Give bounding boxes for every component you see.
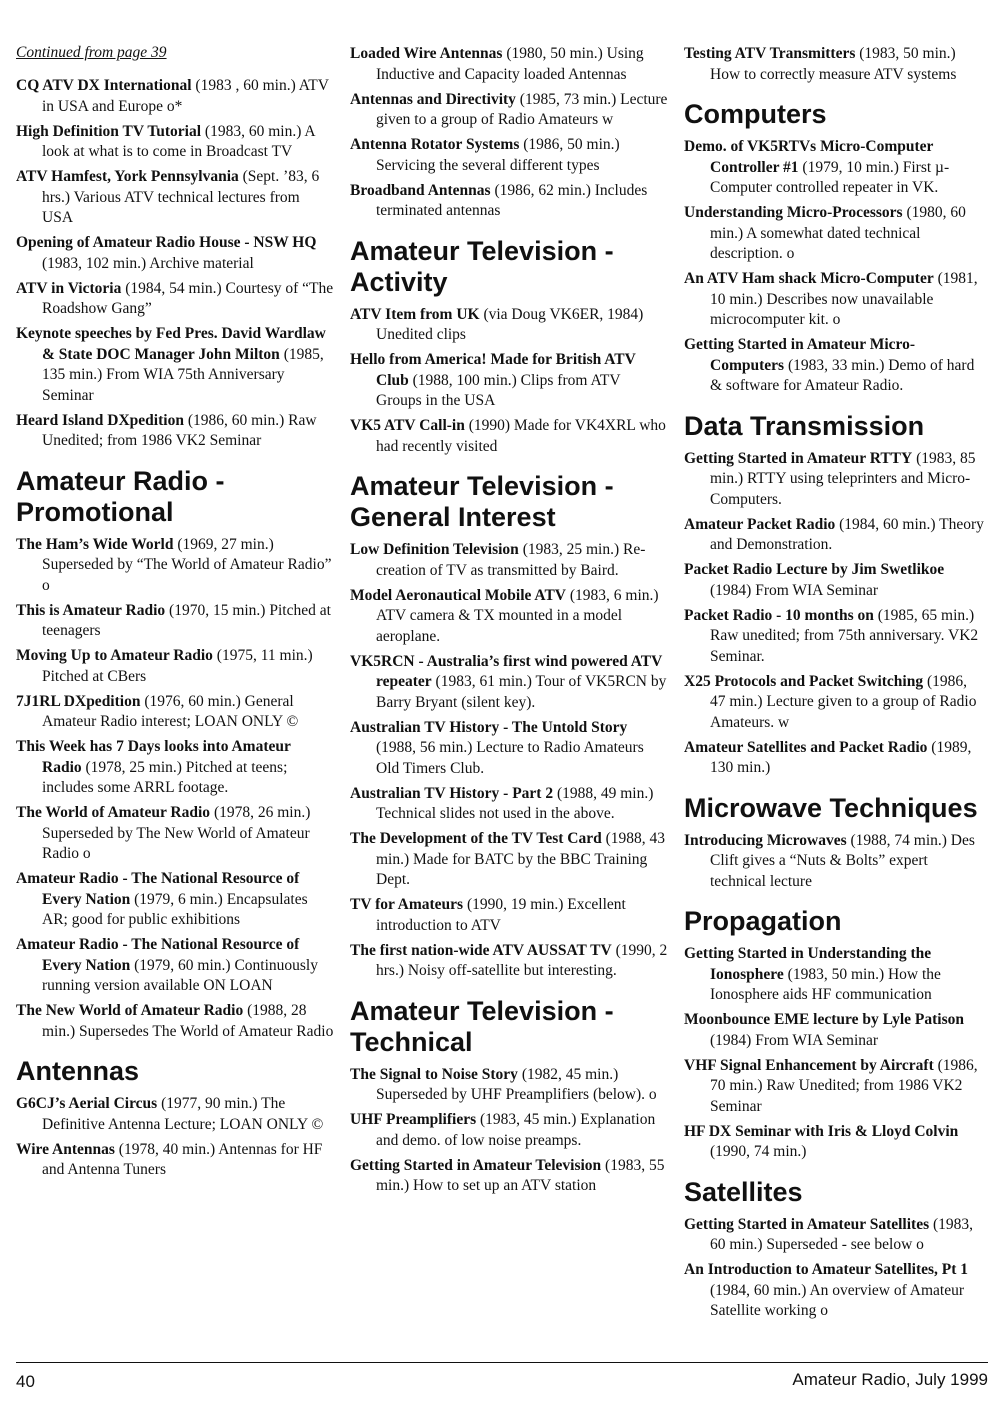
video-title: Model Aeronautical Mobile ATV xyxy=(350,586,566,604)
video-title: ATV in Victoria xyxy=(16,279,122,297)
video-entry xyxy=(350,784,668,825)
video-description: (1978, 26 min.) Superseded by The New World of Amateur Radio o xyxy=(42,804,311,862)
video-title: CQ ATV DX International xyxy=(16,77,192,94)
video-title: The World of Amateur Radio xyxy=(16,804,211,821)
video-description: (1983, 45 min.) Explanation and demo. of low noise preamps. xyxy=(376,1111,656,1149)
video-title: Moonbounce EME lecture by Lyle Patison xyxy=(684,1011,965,1028)
video-description: (1983 , 60 min.) ATV in USA and Europe o* xyxy=(42,77,329,115)
video-title: Introducing Microwaves xyxy=(684,831,847,849)
video-description: (1982, 45 min.) Superseded by UHF Preamplifiers (below). o xyxy=(376,1065,657,1103)
video-description: (1986, 50 min.) Servicing the several different types xyxy=(376,136,620,174)
video-entry xyxy=(684,560,984,601)
video-description: (1990, 19 min.) Excellent introduction to ATV xyxy=(376,896,626,934)
video-title: 7J1RL DXpedition xyxy=(16,692,141,710)
video-title: The New World of Amateur Radio xyxy=(16,1002,244,1019)
video-description: (1983, 102 min.) Archive material xyxy=(42,254,254,272)
video-title: TV for Amateurs xyxy=(350,896,464,913)
video-entry xyxy=(350,1065,668,1106)
video-description: (1986, 70 min.) Raw Unedited; from 1986 VK2 Seminar xyxy=(710,1056,978,1115)
video-entry xyxy=(684,1056,984,1118)
video-title: Keynote speeches by Fed Pres. David Wardlaw & State DOC Manager John Milton xyxy=(16,325,326,363)
video-description: (1983, 61 min.) Tour of VK5RCN by Barry Bryant (silent key). xyxy=(376,673,667,711)
video-title: Demo. of VK5RTVs Micro-Computer Controller #1 xyxy=(684,138,934,176)
video-title: Wire Antennas xyxy=(16,1140,115,1158)
section-heading: Amateur Television - Technical xyxy=(350,995,614,1057)
video-title: The Development of the TV Test Card xyxy=(350,830,602,847)
video-description: (1983, 60 min.) Superseded - see below o xyxy=(710,1215,974,1253)
video-title: VK5RCN - Australia’s first wind powered ATV repeater xyxy=(350,652,663,690)
video-entry xyxy=(684,449,984,511)
video-description: (1988, 74 min.) Des Clift gives a “Nuts & Bolts” expert technical lecture xyxy=(710,831,975,890)
video-entry xyxy=(684,137,984,199)
video-entry xyxy=(350,135,668,176)
video-title: This Week has 7 Days looks into Amateur Radio xyxy=(16,738,291,776)
video-title: The first nation-wide ATV AUSSAT TV xyxy=(350,941,612,959)
video-title: ATV Item from UK xyxy=(350,305,480,323)
video-entry xyxy=(350,1110,668,1151)
page-number: 40 xyxy=(16,1372,35,1391)
video-description: (1984, 54 min.) Courtesy of “The Roadshow Gang” xyxy=(42,279,334,317)
video-entry xyxy=(684,1260,984,1322)
video-title: Packet Radio - 10 months on xyxy=(684,606,874,624)
video-entry xyxy=(16,122,334,163)
video-entry xyxy=(16,233,334,274)
video-description: (1980, 60 min.) A somewhat dated technical description. o xyxy=(710,204,966,262)
video-description: (1979, 6 min.) Encapsulates AR; good for public exhibitions xyxy=(42,890,308,928)
video-title: Moving Up to Amateur Radio xyxy=(16,647,213,664)
video-description: (1978, 25 min.) Pitched at teens; includes some ARRL footage. xyxy=(42,758,288,796)
video-description: (1990, 2 hrs.) Noisy off-satellite but interesting. xyxy=(376,941,668,979)
video-description: (1990, 74 min.) xyxy=(710,1143,807,1160)
video-title: Getting Started in Amateur Micro-Computers xyxy=(684,336,916,374)
section-heading: Amateur Television - Activity xyxy=(350,235,614,297)
video-title: Amateur Packet Radio xyxy=(684,515,836,533)
video-entry xyxy=(350,718,668,780)
column-middle xyxy=(350,44,668,1201)
video-entry xyxy=(350,941,668,982)
video-entry xyxy=(16,324,334,406)
video-entry xyxy=(684,738,984,779)
video-title: Understanding Micro-Processors xyxy=(684,204,903,221)
video-entry xyxy=(16,869,334,931)
video-entry xyxy=(16,692,334,733)
video-entry xyxy=(684,831,984,893)
video-entry xyxy=(684,203,984,265)
video-entry xyxy=(350,416,668,457)
video-entry xyxy=(350,350,668,412)
section-heading: Amateur Radio - Promotional xyxy=(16,465,225,527)
video-entry xyxy=(16,803,334,865)
video-title: Amateur Radio - The National Resource of Every Nation xyxy=(16,870,300,908)
video-entry xyxy=(16,1094,334,1135)
video-entry xyxy=(16,646,334,687)
video-description: (1969, 27 min.) Superseded by “The World of Amateur Radio” o xyxy=(42,535,332,594)
video-title: X25 Protocols and Packet Switching xyxy=(684,672,924,690)
video-entry xyxy=(16,279,334,320)
video-description: (1970, 15 min.) Pitched at teenagers xyxy=(42,601,331,639)
video-title: VHF Signal Enhancement by Aircraft xyxy=(684,1056,934,1074)
video-description: (1975, 11 min.) Pitched at CBers xyxy=(42,647,313,685)
video-entry xyxy=(16,935,334,997)
video-title: VK5 ATV Call-in xyxy=(350,417,465,434)
video-description: (1984) From WIA Seminar xyxy=(710,581,879,599)
video-description: (1988, 56 min.) Lecture to Radio Amateurs Old Timers Club. xyxy=(376,739,644,777)
video-description: (1988, 49 min.) Technical slides not used in the above. xyxy=(376,784,654,822)
video-entry xyxy=(350,1156,668,1197)
video-entry xyxy=(350,895,668,936)
video-description: (1989, 130 min.) xyxy=(710,738,972,776)
video-description: (1979, 10 min.) First µ-Computer controlled repeater in VK. xyxy=(710,158,950,196)
video-description: (1988, 43 min.) Made for BATC by the BBC Training Dept. xyxy=(376,830,666,888)
video-title: Getting Started in Understanding the Ionosphere xyxy=(684,945,932,983)
continued-note: Continued from page 39 xyxy=(16,44,167,61)
section-heading: Satellites xyxy=(684,1176,803,1207)
video-entry xyxy=(16,601,334,642)
section-heading: Computers xyxy=(684,99,827,129)
video-title: Australian TV History - Part 2 xyxy=(350,784,554,802)
video-entry xyxy=(350,586,668,648)
video-entry xyxy=(684,944,984,1006)
video-description: (via Doug VK6ER, 1984) Unedited clips xyxy=(376,305,644,343)
video-description: (1984, 60 min.) Theory and Demonstration. xyxy=(710,515,984,553)
video-title: Loaded Wire Antennas xyxy=(350,45,503,62)
video-description: (1984) From WIA Seminar xyxy=(710,1031,879,1049)
video-entry xyxy=(350,540,668,581)
video-description: (1985, 135 min.) From WIA 75th Anniversary Seminar xyxy=(42,345,324,404)
video-description: (1988, 28 min.) Supersedes The World of Amateur Radio xyxy=(42,1002,334,1040)
video-description: (1986, 60 min.) Raw Unedited; from 1986 VK2 Seminar xyxy=(42,411,317,449)
video-entry xyxy=(16,411,334,452)
video-title: Hello from America! Made for British ATV Club xyxy=(350,351,636,389)
video-title: High Definition TV Tutorial xyxy=(16,122,202,140)
video-entry xyxy=(16,76,334,117)
video-title: Packet Radio Lecture by Jim Swetlikoe xyxy=(684,561,945,578)
video-entry xyxy=(684,1215,984,1256)
column-right xyxy=(684,44,984,1326)
video-description: (1985, 65 min.) Raw unedited; from 75th anniversary. VK2 Seminar. xyxy=(710,606,979,665)
video-title: An Introduction to Amateur Satellites, Pt 1 xyxy=(684,1261,969,1278)
video-description: (1986, 62 min.) Includes terminated antennas xyxy=(376,181,648,219)
section-heading: Propagation xyxy=(684,906,842,936)
video-description: (1983, 50 min.) How to correctly measure ATV systems xyxy=(710,45,957,83)
column-left xyxy=(16,44,334,1185)
video-title: Testing ATV Transmitters xyxy=(684,45,856,62)
video-description: (1983, 55 min.) How to set up an ATV station xyxy=(376,1156,665,1194)
video-entry xyxy=(350,181,668,222)
video-entry xyxy=(684,44,984,85)
video-title: Amateur Radio - The National Resource of Every Nation xyxy=(16,936,300,974)
video-description: (1990) Made for VK4XRL who had recently visited xyxy=(376,417,666,455)
video-description: (1983, 85 min.) RTTY using teleprinters and Micro-Computers. xyxy=(710,449,976,508)
video-title: ATV Hamfest, York Pennsylvania xyxy=(16,168,239,185)
video-description: (1980, 50 min.) Using Inductive and Capacity loaded Antennas xyxy=(376,45,644,83)
video-description: (1983, 6 min.) ATV camera & TX mounted in a model aeroplane. xyxy=(376,586,659,645)
video-title: Opening of Amateur Radio House - NSW HQ xyxy=(16,234,317,251)
video-description: (Sept. ’83, 6 hrs.) Various ATV technical lectures from USA xyxy=(42,168,320,226)
video-description: (1983, 25 min.) Re-creation of TV as transmitted by Baird. xyxy=(376,541,646,579)
video-entry xyxy=(16,1001,334,1042)
video-description: (1983, 33 min.) Demo of hard & software for Amateur Radio. xyxy=(710,356,975,394)
section-heading: Microwave Techniques xyxy=(684,792,978,823)
video-title: Low Definition Television xyxy=(350,541,519,558)
footer-rule xyxy=(16,1362,988,1363)
video-title: The Signal to Noise Story xyxy=(350,1065,518,1083)
publication-info: Amateur Radio, July 1999 xyxy=(792,1370,988,1389)
video-entry xyxy=(16,535,334,597)
video-entry xyxy=(16,167,334,229)
video-entry xyxy=(350,44,668,85)
video-description: (1983, 50 min.) How the Ionosphere aids HF communication xyxy=(710,965,941,1003)
video-title: G6CJ’s Aerial Circus xyxy=(16,1095,158,1112)
video-description: (1985, 73 min.) Lecture given to a group of Radio Amateurs w xyxy=(376,90,668,128)
video-title: Getting Started in Amateur Satellites xyxy=(684,1215,930,1233)
video-description: (1976, 60 min.) General Amateur Radio interest; LOAN ONLY © xyxy=(42,692,299,730)
video-title: Getting Started in Amateur Television xyxy=(350,1156,602,1174)
video-title: An ATV Ham shack Micro-Computer xyxy=(684,270,934,287)
video-title: Heard Island DXpedition xyxy=(16,411,184,429)
video-title: Antenna Rotator Systems xyxy=(350,136,520,153)
video-title: UHF Preamplifiers xyxy=(350,1111,477,1128)
video-description: (1984, 60 min.) An overview of Amateur Satellite working o xyxy=(710,1281,964,1319)
video-entry xyxy=(350,90,668,131)
section-heading: Amateur Television - General Interest xyxy=(350,471,614,532)
video-description: (1986, 47 min.) Lecture given to a group of Radio Amateurs. w xyxy=(710,672,977,731)
video-entry xyxy=(16,737,334,799)
video-description: (1979, 60 min.) Continuously running version available ON LOAN xyxy=(42,956,318,994)
video-entry xyxy=(684,335,984,397)
video-description: (1981, 10 min.) Describes now unavailable microcomputer kit. o xyxy=(710,270,978,328)
video-entry xyxy=(350,652,668,714)
video-entry xyxy=(350,829,668,891)
video-title: Amateur Satellites and Packet Radio xyxy=(684,738,928,756)
video-title: HF DX Seminar with Iris & Lloyd Colvin xyxy=(684,1122,959,1140)
video-entry xyxy=(16,1140,334,1181)
section-heading: Data Transmission xyxy=(684,410,925,441)
video-title: Antennas and Directivity xyxy=(350,90,516,108)
section-heading: Antennas xyxy=(16,1056,140,1086)
video-title: Broadband Antennas xyxy=(350,181,491,199)
video-entry xyxy=(684,269,984,331)
video-entry xyxy=(684,1010,984,1051)
video-entry xyxy=(350,305,668,346)
video-entry xyxy=(684,606,984,668)
video-title: Australian TV History - The Untold Story xyxy=(350,718,628,736)
video-entry xyxy=(684,672,984,734)
video-description: (1983, 60 min.) A look at what is to come in Broadcast TV xyxy=(42,122,315,160)
video-description: (1977, 90 min.) The Definitive Antenna Lecture; LOAN ONLY © xyxy=(42,1095,324,1133)
video-title: Getting Started in Amateur RTTY xyxy=(684,449,913,467)
video-entry xyxy=(684,1122,984,1163)
video-description: (1978, 40 min.) Antennas for HF and Antenna Tuners xyxy=(42,1140,323,1178)
video-title: The Ham’s Wide World xyxy=(16,535,174,553)
video-entry xyxy=(684,515,984,556)
video-description: (1988, 100 min.) Clips from ATV Groups in the USA xyxy=(376,371,621,409)
video-title: This is Amateur Radio xyxy=(16,601,166,619)
